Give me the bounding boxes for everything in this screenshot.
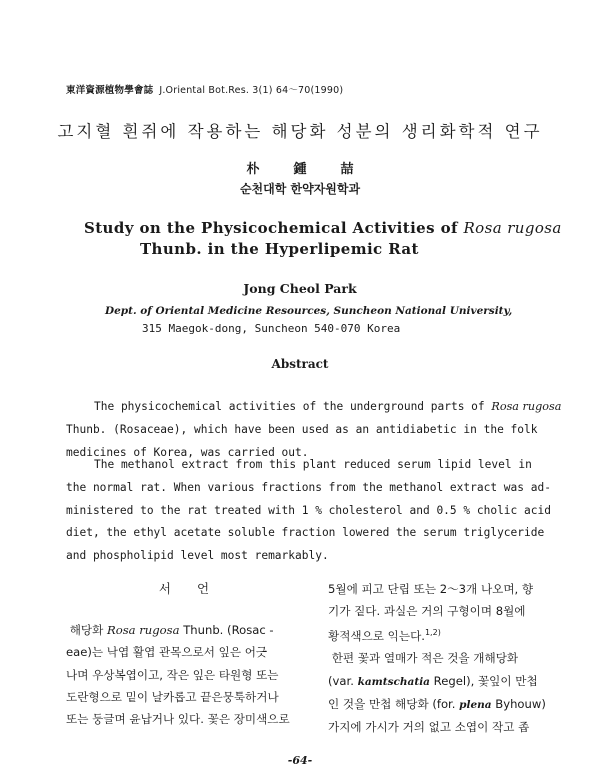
right-l5-variety: kamtschatia <box>357 675 430 688</box>
title-english-line2: Thunb. in the Hyperlipemic Rat <box>140 240 419 258</box>
abstract-p1-line1 <box>66 396 562 419</box>
left-line1 <box>66 619 306 641</box>
abstract-heading: Abstract <box>271 357 329 371</box>
journal-header <box>66 82 343 96</box>
right-l6-pre: 인 것을 만첩 해당화 (for. <box>328 696 460 711</box>
abstract-p1-text: The physicochemical activities of the underground parts of <box>94 400 485 413</box>
left-l1-pre: 해당화 <box>69 623 107 638</box>
abstract-p2-line4: diet, the ethyl acetate soluble fraction lowered the serum triglyceride <box>66 526 545 540</box>
right-l5-pre: (var. <box>328 673 358 688</box>
author-korean: 朴鍾喆 <box>246 162 388 177</box>
right-line1: 5월에 피고 단립 또는 2～3개 나오며, 향 <box>328 582 534 596</box>
author-english: Jong Cheol Park <box>243 281 357 296</box>
right-line7: 가지에 가시가 거의 없고 소엽이 작고 좁 <box>328 720 530 735</box>
right-l4-text: 한편 꽃과 열매가 적은 것을 개해당화 <box>331 651 519 666</box>
left-l1-species: Rosa rugosa <box>106 623 180 638</box>
body-right-column <box>328 578 558 738</box>
abstract-p2-line1: The methanol extract from this plant reduced serum lipid level in <box>94 458 532 471</box>
affiliation-english-line1: Dept. of Oriental Medicine Resources, Suncheon National University, <box>105 305 513 317</box>
left-line2: eae)는 낙엽 활엽 관목으로서 잎은 어긋 <box>66 645 268 660</box>
left-line4: 도란형으로 밑이 날카롭고 끝은뭉툭하거나 <box>66 689 279 704</box>
right-line4 <box>328 647 558 669</box>
left-line5: 또는 둥글며 윤납거나 있다. 꽃은 장미색으로 <box>66 712 290 727</box>
abstract-p1-species: Rosa rugosa <box>491 400 562 413</box>
right-line6 <box>328 693 558 716</box>
right-line2: 기가 짙다. 과실은 거의 구형이며 8월에 <box>328 604 526 619</box>
right-line5 <box>328 670 558 693</box>
abstract-p1-line2: Thunb. (Rosaceae), which have been used as an antidiabetic in the folk <box>66 422 538 436</box>
abstract-p2-line5: and phospholipid level most remarkably. <box>66 549 329 563</box>
abstract-paragraph-2 <box>66 454 551 568</box>
left-l1-post: Thunb. (Rosac - <box>179 623 274 638</box>
citation-ref: 1,2) <box>424 628 441 638</box>
title-en-species: Rosa rugosa <box>463 219 562 237</box>
abstract-p2-line3: ministered to the rat treated with 1 % cholesterol and 0.5 % cholic acid <box>66 503 551 517</box>
abstract-p1-line3: medicines of Korea, was carried out. <box>66 445 309 459</box>
title-english-line1 <box>84 219 562 237</box>
right-l3-text: 황적색으로 익는다. <box>328 629 425 644</box>
affiliation-english-line2: 315 Maegok-dong, Suncheon 540-070 Korea <box>142 322 401 335</box>
section-heading-introduction: 서언 <box>158 581 236 596</box>
page-number: -64- <box>287 754 313 767</box>
left-line3: 나며 우상복엽이고, 작은 잎은 타원형 또는 <box>66 667 279 682</box>
right-line3 <box>328 622 558 647</box>
abstract-p2-line2: the normal rat. When various fractions from the methanol extract was ad- <box>66 480 551 494</box>
title-korean: 고지혈 흰쥐에 작용하는 해당화 성분의 생리화학적 연구 <box>57 122 543 141</box>
right-l5-post: Regel), 꽃잎이 만첩 <box>430 673 538 688</box>
right-l6-form: plena <box>459 698 492 711</box>
body-left-column <box>66 578 306 730</box>
journal-citation: J.Oriental Bot.Res. 3(1) 64～70(1990) <box>159 85 344 96</box>
affiliation-korean: 순천대학 한약자원학과 <box>239 182 361 196</box>
title-en-prefix: Study on the Physicochemical Activities of <box>84 219 464 237</box>
journal-name-ko: 東洋資源植物學會誌 <box>66 85 154 96</box>
right-l6-post: Byhouw) <box>491 696 546 711</box>
